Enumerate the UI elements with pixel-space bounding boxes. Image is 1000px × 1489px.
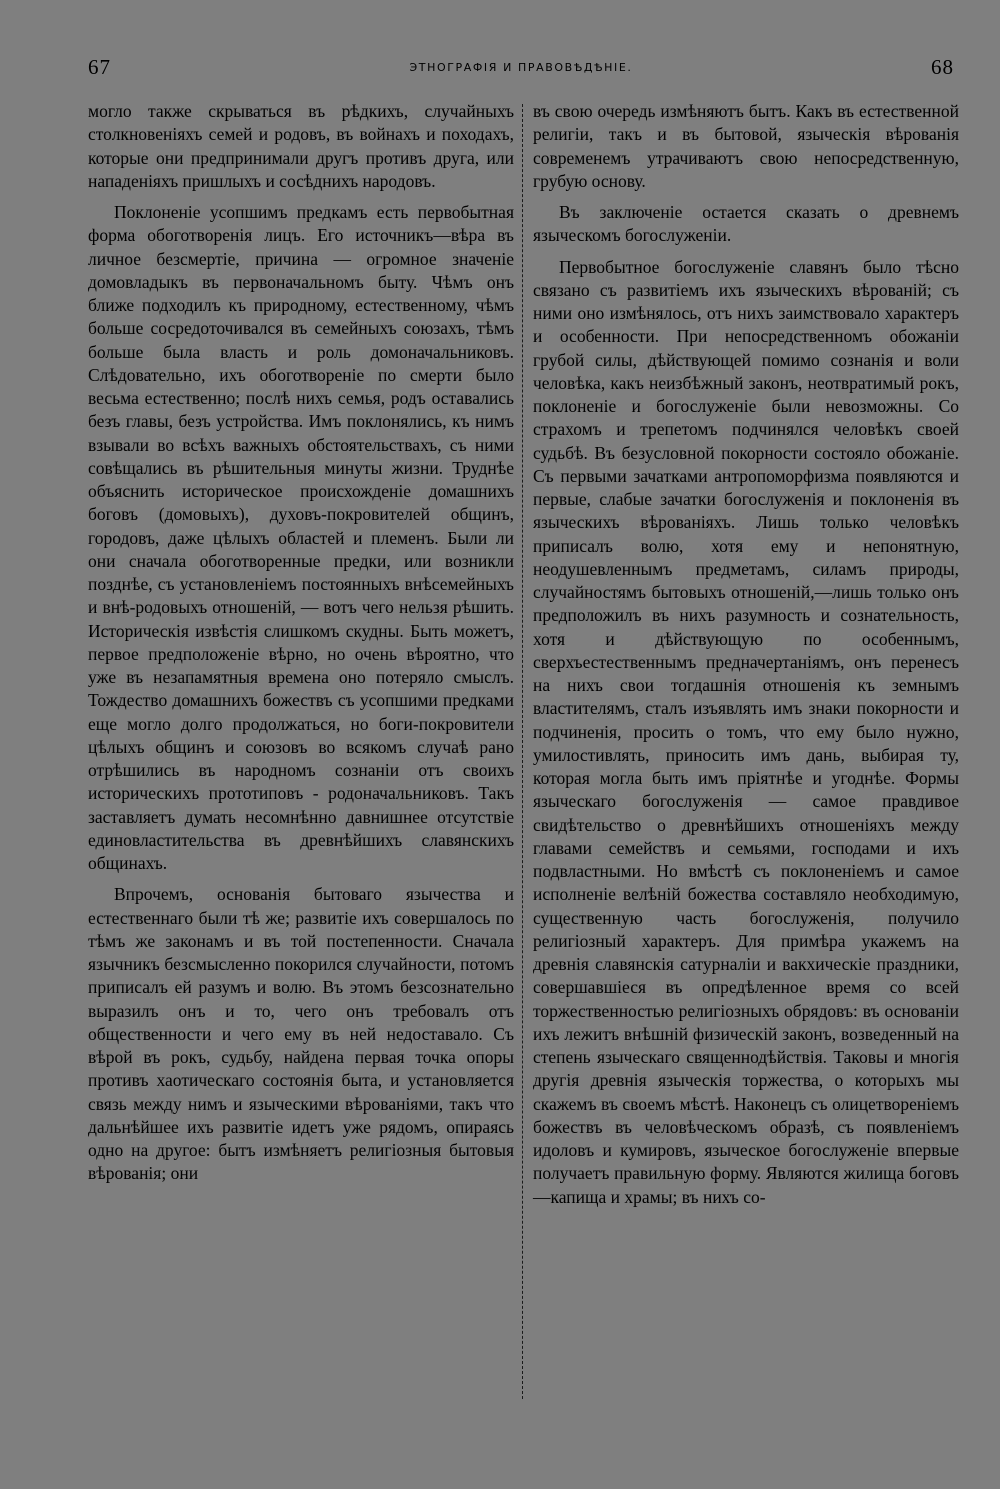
paragraph: Первобытное богослуженіе славянъ было тѣсно связано съ развитіемъ ихъ языческихъ вѣрованій; съ ними оно измѣнялось, отъ нихъ заимствовало характеръ и особенности. При непосредственномъ обожаніи грубой силы, дѣйствующей помимо сознанія и воли человѣка, какъ неизбѣжный законъ, неотвратимый рокъ, поклоненіе и богослуженіе были невозможны. Со страхомъ и трепетомъ подчинялся человѣкъ своей судьбѣ. Въ безусловной покорности состояло обожаніе. Съ первыми зачатками антропоморфизма появляются и первые, слабые зачатки богослуженія и поклоненія въ языческихъ вѣрованіяхъ. Лишь только человѣкъ приписалъ волю, хотя ему и непонятную, неодушевленнымъ предметамъ, силамъ природы, случайностямъ бытовыхъ отношеній,—лишь только онъ предположилъ въ нихъ разумность и сознательность, хотя и дѣйствующую по особеннымъ, сверхъестественнымъ предначертаніямъ, онъ перенесъ на нихъ свои тогдашнія отношенія къ земнымъ властителямъ, сталъ изъявлять имъ знаки покорности и подчиненія, просить о томъ, что ему было нужно, умилостивлять, приносить имъ дань, выбирая ту, которая могла быть имъ пріятнѣе и угоднѣе. Формы языческаго богослуженія — самое правдивое свидѣтельство о древнѣйшихъ отношеніяхъ между главами семействъ и семьями, господами и ихъ подвластными. Но вмѣстѣ съ поклоненіемъ и самое исполненіе велѣній божества составляло необходимую, существенную часть богослуженія, получило религіозный характеръ. Для примѣра укажемъ на древнія славянскія сатурналіи и вакхическіе праздники, совершавшіеся въ опредѣленное время со всей торжественностью религіозныхъ обрядовъ: въ основаніи ихъ лежитъ внѣшній физическій законъ, возведенный на степень языческаго священнодѣйствія. Таковы и многія другія древнія языческія торжества, о которыхъ мы скажемъ въ своемъ мѣстѣ. Наконецъ съ олицетвореніемъ божествъ въ человѣческомъ образѣ, съ появленіемъ идоловъ и кумировъ, языческое богослуженіе впервые получаетъ правильную форму. Являются жилища боговъ—капища и храмы; въ нихъ со- — [533, 256, 959, 1207]
right-page-number: 68 — [931, 54, 954, 79]
running-title: ЭТНОГРАФІЯ И ПРАВОВѢДѢНІЕ. — [409, 60, 633, 74]
right-column — [533, 100, 959, 1209]
paragraph: Впрочемъ, основанія бытоваго язычества и естественнаго были тѣ же; развитіе ихъ совершалось по тѣмъ же законамъ и въ той постепенности. Сначала язычникъ безсмысленно покорился случайности, потомъ приписалъ ей разумъ и волю. Въ этомъ безсознательно выразилъ онъ и то, чего онъ требовалъ отъ общественности и чего ему въ ней недоставало. Съ вѣрой въ рокъ, судьбу, найдена первая точка опоры противъ хаотическаго состоянія быта, и установляется связь между нимъ и языческими вѣрованіями, такъ что дальнѣйшее ихъ развитіе идетъ уже рядомъ, опираясь одно на другое: бытъ измѣняетъ религіозныя бытовыя вѣрованія; они — [88, 884, 514, 1184]
left-column — [88, 100, 514, 1186]
paragraph: Въ заключеніе остается сказать о древнемъ языческомъ богослуженіи. — [533, 202, 959, 246]
left-page-number: 67 — [88, 54, 111, 79]
paragraph: въ свою очередь измѣняютъ бытъ. Какъ въ естественной религіи, такъ и въ бытовой, языческія вѣрованія современемъ утрачиваютъ свою непосредственную, грубую основу. — [533, 101, 959, 191]
paragraph: могло также скрываться въ рѣдкихъ, случайныхъ столкновеніяхъ семей и родовъ, въ войнахъ и походахъ, которые они предпринимали другъ противъ друга, или нападеніяхъ пришлыхъ и сосѣднихъ народовъ. — [88, 101, 514, 191]
paragraph: Поклоненіе усопшимъ предкамъ есть первобытная форма обоготворенія лицъ. Его источникъ—вѣра въ личное безсмертіе, причина — огромное значеніе домовладыкъ въ первоначальномъ быту. Чѣмъ онъ ближе подходилъ къ природному, естественному, чѣмъ больше сосредоточивался въ семейныхъ союзахъ, тѣмъ больше была власть и роль домоначальниковъ. Слѣдовательно, ихъ обоготвореніе по смерти было весьма естественно; послѣ нихъ семья, родъ оставались безъ главы, безъ устройства. Имъ поклонялись, къ нимъ взывали во всѣхъ важныхъ обстоятельствахъ, съ ними совѣщались въ рѣшительныя минуты жизни. Труднѣе объяснить историческое происхожденіе домашнихъ боговъ (домовыхъ), духовъ-покровителей общинъ, городовъ, даже цѣлыхъ областей и племенъ. Были ли они сначала обоготворенные предки, или возникли позднѣе, съ установленіемъ постоянныхъ внѣсемейныхъ и внѣ-родовыхъ отношеній, — вотъ чего нельзя рѣшить. Историческія извѣстія слишкомъ скудны. Быть можетъ, первое предположеніе вѣрно, но очень вѣроятно, что уже въ незапамятныя времена оно потеряло смыслъ. Тождество домашнихъ божествъ съ усопшими предками еще могло долго продолжаться, но боги-покровители цѣлыхъ общинъ и союзовъ во всякомъ случаѣ рано отрѣшились въ народномъ сознаніи отъ своихъ историческихъ прототиповъ - родоначальниковъ. Такъ заставляетъ думать несомнѣнно давнишнее отсутствіе единовластительства въ древнѣйшихъ славянскихъ общинахъ. — [88, 202, 514, 873]
column-divider — [522, 104, 523, 1399]
running-header — [88, 50, 954, 84]
